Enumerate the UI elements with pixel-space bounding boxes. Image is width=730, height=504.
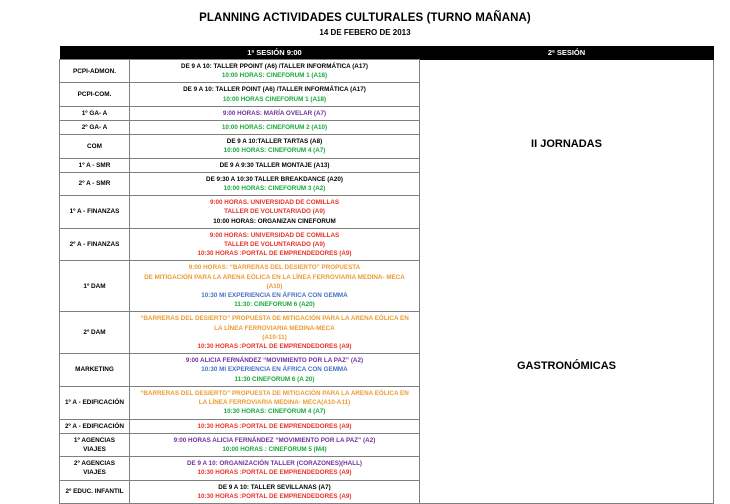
activity-line: 10:30 MI EXPERIENCIA EN ÁFRICA CON GEMMA	[201, 366, 348, 374]
row-label: 2º A - EDIFICACIÓN	[60, 419, 130, 433]
activity-line: DE 9 A 10: ORGANIZACIÓN TALLER (CORAZONES)(HALL)	[186, 460, 363, 468]
row-label: COM	[60, 135, 130, 158]
activity-line: 9:00 HORAS. UNIVERSIDAD DE COMILLAS	[209, 199, 340, 207]
session1-cell	[130, 106, 420, 120]
session2-line-1: II JORNADAS	[531, 137, 602, 150]
activity-line: (A10-11)	[262, 333, 287, 341]
session1-cell	[130, 196, 420, 229]
activity-line: (A10)	[266, 282, 283, 290]
activity-line: 9:00 HORAS: “BARRERAS DEL DESIERTO” PROPUESTA	[188, 264, 361, 272]
activity-line: “BARRERAS DEL DESIERTO” PROPUESTA DE MITIGACIÓN PARA LA ARENA EÓLICA EN	[140, 389, 409, 397]
activity-line: 9:00 HORAS ALICIA FERNÁNDEZ “MOVIMIENTO POR LA PAZ” (A2)	[173, 436, 376, 444]
activity-line: DE 9 A 10: TALLER SEVILLANAS (A7)	[218, 483, 331, 491]
activity-line: 10:00 HORAS: ORGANIZAN CINEFORUM	[213, 217, 336, 225]
row-label: 2º GA- A	[60, 121, 130, 135]
row-label: PCPI-COM.	[60, 83, 130, 106]
activity-line: 10:30 HORAS :PORTAL DE EMPRENDEDORES (A9)	[197, 422, 352, 430]
activity-line: 10:30 HORAS :PORTAL DE EMPRENDEDORES (A9)	[197, 343, 352, 351]
row-label: 2º A - SMR	[60, 172, 130, 195]
activity-line: LA LÍNEA FERROVIARIA MEDINA-MECA	[214, 324, 335, 332]
activity-line: 9:00 HORAS: MARÍA OVELAR (A7)	[222, 109, 327, 117]
table-body	[60, 60, 714, 504]
activity-line: 10:00 HORAS CINEFORUM 1 (A18)	[222, 95, 327, 103]
session1-cell	[130, 433, 420, 456]
activity-line: 10:00 HORAS : CINEFORUM 5 (M4)	[222, 445, 327, 453]
page-title: PLANNING ACTIVIDADES CULTURALES (TURNO MAÑANA)	[199, 12, 531, 24]
activity-line: DE 9 A 10: TALLER PPOINT (A6) /TALLER INFORMÁTICA (A17)	[181, 63, 368, 70]
row-label: 2º AGENCIAS VIAJES	[60, 457, 130, 480]
session1-cell	[130, 121, 420, 135]
column-header-group	[60, 46, 130, 60]
activity-line: DE 9 A 10: TALLER POINT (A6) /TALLER INFORMÁTICA (A17)	[183, 86, 366, 94]
page-subtitle: 14 DE FEBERO DE 2013	[319, 28, 411, 37]
session1-cell	[130, 158, 420, 172]
activity-line: DE 9 A 10:TALLER TARTAS (A8)	[226, 138, 323, 146]
session1-cell	[130, 354, 420, 387]
session2-cell-bottom	[420, 228, 714, 503]
activity-line: 9:00 ALICIA FERNÁNDEZ “MOVIMIENTO POR LA PAZ” (A2)	[185, 357, 364, 365]
activity-line: DE 9 A 9:30 TALLER MONTAJE (A13)	[219, 161, 330, 169]
session1-cell	[130, 60, 420, 83]
row-label: 1º A - SMR	[60, 158, 130, 172]
activity-line: TALLER DE VOLUNTARIADO (A9)	[224, 208, 325, 216]
activity-line: “BARRERAS DEL DESIERTO” PROPUESTA DE MITIGACIÓN PARA LA ARENA EÓLICA EN	[140, 315, 409, 323]
row-label: 2º A - FINANZAS	[60, 228, 130, 261]
session2-line-2: GASTRONÓMICAS	[517, 359, 616, 372]
activity-line: 10:30 HORAS :PORTAL DE EMPRENDEDORES (A9)	[197, 250, 352, 258]
activity-line: 10:00 HORAS: CINEFORUM 1 (A18)	[221, 72, 328, 80]
session1-cell	[130, 261, 420, 312]
activity-line: 10:30 HORAS :PORTAL DE EMPRENDEDORES (A9)	[197, 492, 352, 500]
session1-cell	[130, 480, 420, 503]
session1-cell	[130, 172, 420, 195]
activity-line: 9:00 HORAS: UNIVERSIDAD DE COMILLAS	[209, 231, 340, 239]
session1-cell	[130, 83, 420, 106]
session1-cell	[130, 386, 420, 419]
column-header-session2: 2ª SESIÓN	[420, 46, 714, 60]
session1-cell	[130, 457, 420, 480]
activity-line: 11:30: CINEFORUM 6 (A20)	[234, 301, 315, 309]
row-label: 1º A - FINANZAS	[60, 196, 130, 229]
row-label: 1º DAM	[60, 261, 130, 312]
column-header-session1: 1ª SESIÓN 9:00	[130, 46, 420, 60]
row-label: 2º DAM	[60, 312, 130, 354]
session2-cell-top	[420, 60, 714, 229]
activity-line: 10:00 HORAS: CINEFORUM 4 (A7)	[223, 147, 326, 155]
row-label: 1º AGENCIAS VIAJES	[60, 433, 130, 456]
table-row	[60, 228, 714, 261]
activity-line: LA LÍNEA FERROVIARIA MEDINA- MECA(A10-A11)	[198, 399, 351, 407]
activity-line: 10:30 HORAS :PORTAL DE EMPRENDEDORES (A9)	[197, 469, 352, 477]
table-header	[60, 46, 714, 60]
row-label: MARKETING	[60, 354, 130, 387]
row-label: 2º EDUC. INFANTIL	[60, 480, 130, 503]
planning-table	[59, 46, 714, 504]
table-row	[60, 60, 714, 83]
activity-line: 10:00 HORAS: CINEFORUM 3 (A2)	[223, 185, 326, 193]
activity-line: 10:30 MI EXPERIENCIA EN ÁFRICA CON GEMMA	[201, 292, 348, 300]
row-label: 1º A - EDIFICACIÓN	[60, 386, 130, 419]
session1-cell	[130, 419, 420, 433]
session1-cell	[130, 228, 420, 261]
activity-line: 11:30 CINEFORUM 6 (A 20)	[234, 375, 315, 383]
row-label: PCPI-ADMON.	[60, 60, 130, 83]
session1-cell	[130, 312, 420, 354]
session1-cell	[130, 135, 420, 158]
activity-line: DE MITIGACIÓN PARA LA ARENA EÓLICA EN LA LÍNEA FERROVIARIA MEDINA- MECA	[144, 273, 405, 281]
activity-line: DE 9:30 A 10:30 TALLER BREAKDANCE (A20)	[206, 175, 343, 183]
row-label: 1º GA- A	[60, 106, 130, 120]
activity-line: 10:00 HORAS: CINEFORUM 2 (A10)	[221, 124, 328, 132]
activity-line: TALLER DE VOLUNTARIADO (A9)	[224, 241, 325, 249]
activity-line: 10:30 HORAS: CINEFORUM 4 (A7)	[223, 408, 326, 416]
